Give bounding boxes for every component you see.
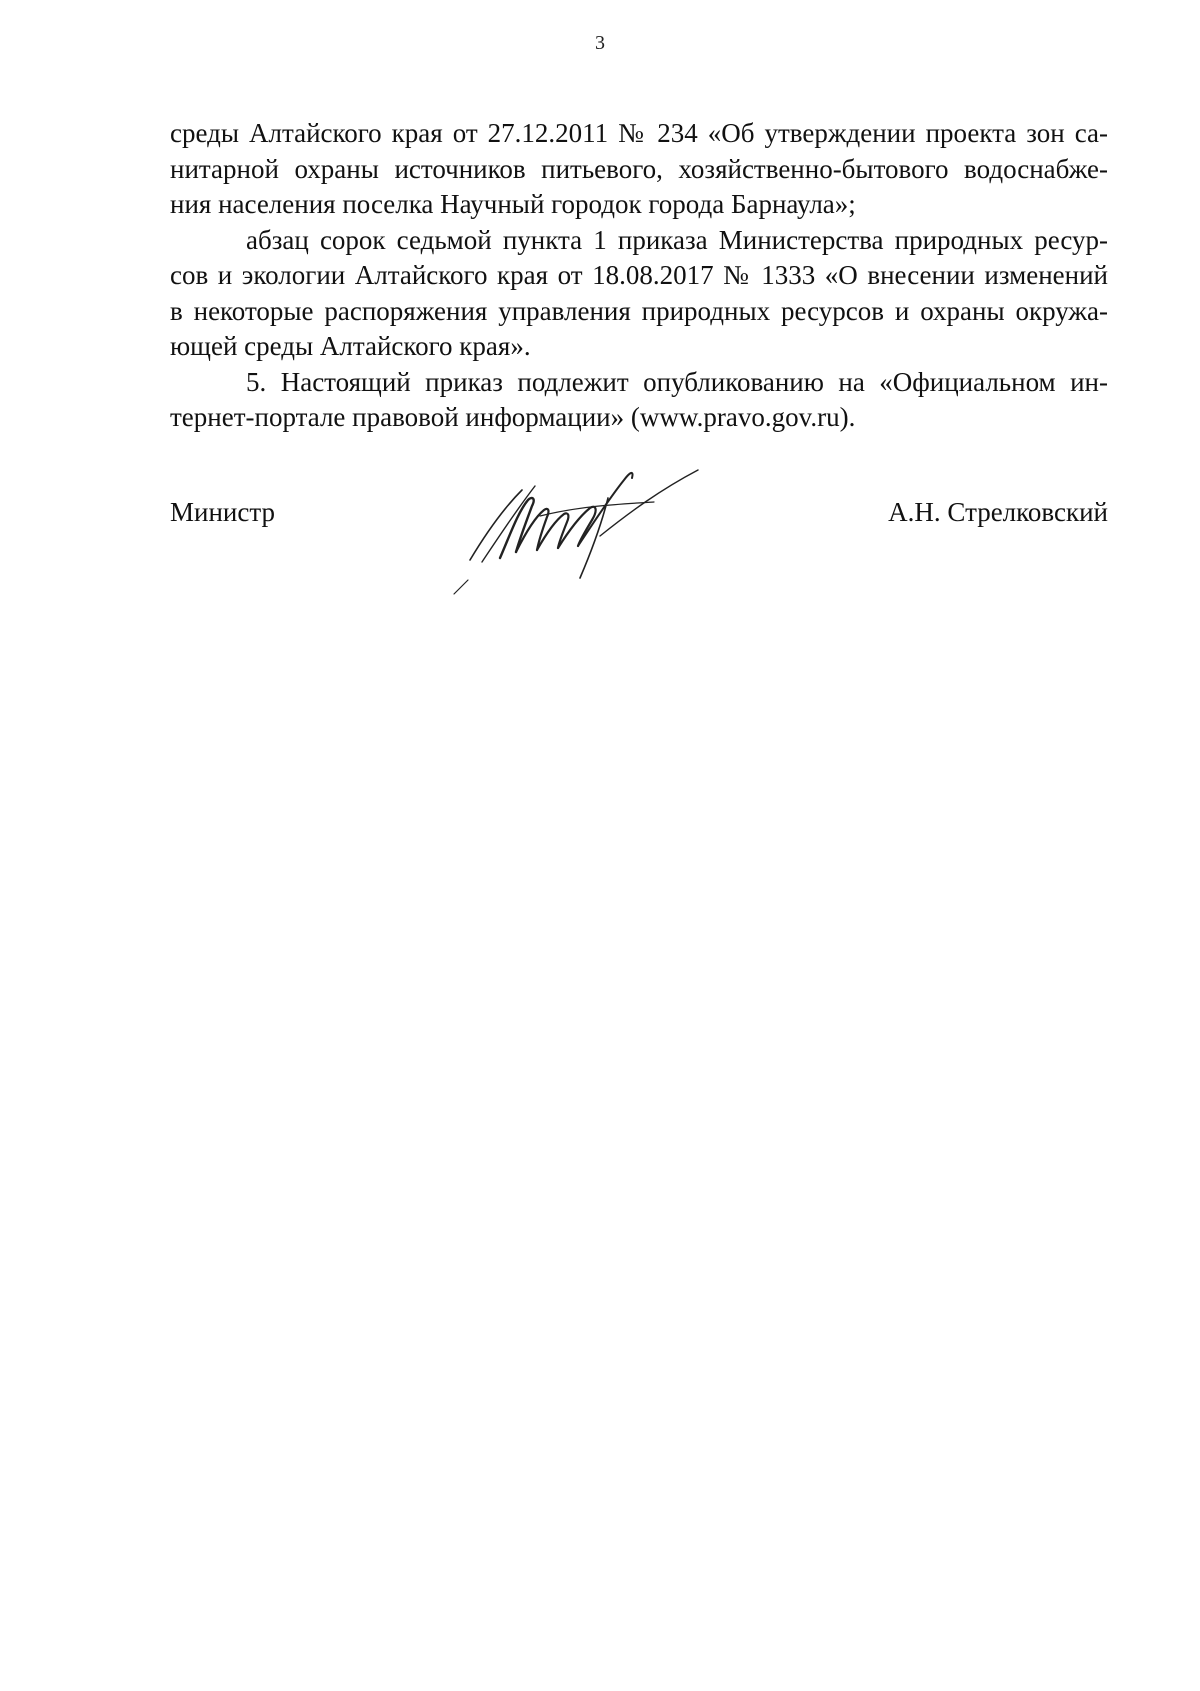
- body-line: в некоторые распоряжения управления природных ресурсов и охраны окружа-: [170, 295, 1108, 326]
- body-line: ющей среды Алтайского края».: [170, 331, 531, 361]
- signatory-title: Министр: [170, 497, 275, 527]
- body-line: 5. Настоящий приказ подлежит опубликованию на «Официальном ин-: [246, 366, 1108, 397]
- body-line: ния населения поселка Научный городок города Барнаула»;: [170, 189, 856, 219]
- page-number: 3: [595, 32, 605, 54]
- body-line: нитарной охраны источников питьевого, хозяйственно-бытового водоснабже-: [170, 153, 1108, 184]
- body-line: сов и экологии Алтайского края от 18.08.2017 № 1333 «О внесении изменений: [170, 260, 1108, 290]
- body-line: абзац сорок седьмой пункта 1 приказа Министерства природных ресур-: [246, 224, 1108, 255]
- signatory-name: А.Н. Стрелковский: [888, 497, 1108, 527]
- body-line: тернет-портале правовой информации» (www.pravo.gov.ru).: [170, 402, 856, 432]
- body-line: среды Алтайского края от 27.12.2011 № 234 «Об утверждении проекта зон са-: [170, 118, 1108, 148]
- handwritten-signature: [440, 440, 740, 640]
- document-body: [170, 116, 1108, 436]
